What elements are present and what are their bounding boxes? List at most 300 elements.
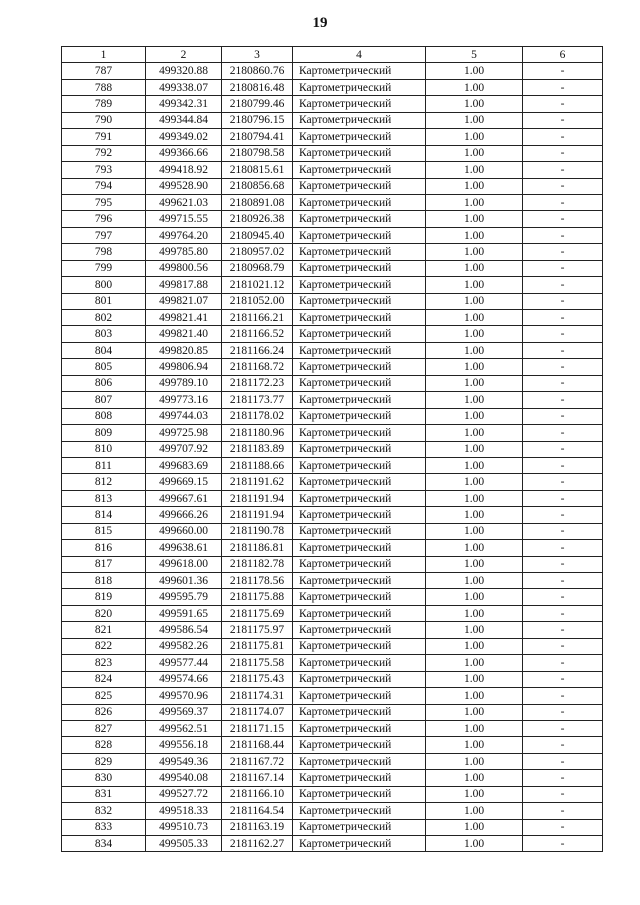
cell-accuracy: 1.00 (426, 819, 523, 835)
cell-x-coordinate: 499344.84 (146, 112, 222, 128)
cell-point-number: 816 (62, 540, 146, 556)
cell-accuracy: 1.00 (426, 507, 523, 523)
cell-method: Картометрический (293, 293, 426, 309)
cell-note: - (523, 638, 603, 654)
cell-x-coordinate: 499540.08 (146, 770, 222, 786)
table-body (62, 63, 603, 852)
cell-x-coordinate: 499800.56 (146, 260, 222, 276)
table-header-row (62, 47, 603, 63)
cell-note: - (523, 507, 603, 523)
cell-accuracy: 1.00 (426, 836, 523, 852)
cell-point-number: 808 (62, 408, 146, 424)
cell-accuracy: 1.00 (426, 326, 523, 342)
table-row (62, 786, 603, 802)
cell-y-coordinate: 2181190.78 (222, 523, 293, 539)
cell-point-number: 790 (62, 112, 146, 128)
cell-method: Картометрический (293, 112, 426, 128)
cell-note: - (523, 277, 603, 293)
cell-point-number: 814 (62, 507, 146, 523)
cell-note: - (523, 227, 603, 243)
cell-point-number: 797 (62, 227, 146, 243)
cell-note: - (523, 112, 603, 128)
cell-note: - (523, 79, 603, 95)
cell-x-coordinate: 499789.10 (146, 375, 222, 391)
cell-point-number: 810 (62, 441, 146, 457)
table-row (62, 342, 603, 358)
header-col-2: 2 (146, 47, 222, 63)
cell-note: - (523, 622, 603, 638)
cell-accuracy: 1.00 (426, 523, 523, 539)
cell-note: - (523, 655, 603, 671)
cell-point-number: 821 (62, 622, 146, 638)
cell-note: - (523, 310, 603, 326)
cell-y-coordinate: 2180798.58 (222, 145, 293, 161)
cell-method: Картометрический (293, 425, 426, 441)
cell-note: - (523, 523, 603, 539)
cell-method: Картометрический (293, 605, 426, 621)
table-row (62, 819, 603, 835)
cell-point-number: 809 (62, 425, 146, 441)
cell-point-number: 800 (62, 277, 146, 293)
cell-y-coordinate: 2181175.58 (222, 655, 293, 671)
cell-point-number: 825 (62, 688, 146, 704)
cell-x-coordinate: 499586.54 (146, 622, 222, 638)
cell-y-coordinate: 2181166.24 (222, 342, 293, 358)
cell-x-coordinate: 499591.65 (146, 605, 222, 621)
table-row (62, 688, 603, 704)
cell-note: - (523, 490, 603, 506)
cell-y-coordinate: 2180968.79 (222, 260, 293, 276)
cell-method: Картометрический (293, 622, 426, 638)
cell-accuracy: 1.00 (426, 573, 523, 589)
table-row (62, 310, 603, 326)
cell-method: Картометрический (293, 457, 426, 473)
cell-note: - (523, 211, 603, 227)
cell-point-number: 799 (62, 260, 146, 276)
cell-y-coordinate: 2181191.94 (222, 507, 293, 523)
cell-accuracy: 1.00 (426, 211, 523, 227)
cell-accuracy: 1.00 (426, 556, 523, 572)
table-row (62, 671, 603, 687)
cell-method: Картометрический (293, 803, 426, 819)
cell-note: - (523, 129, 603, 145)
cell-note: - (523, 408, 603, 424)
table-row (62, 260, 603, 276)
cell-accuracy: 1.00 (426, 704, 523, 720)
cell-method: Картометрический (293, 342, 426, 358)
cell-accuracy: 1.00 (426, 227, 523, 243)
cell-point-number: 833 (62, 819, 146, 835)
cell-point-number: 792 (62, 145, 146, 161)
cell-note: - (523, 178, 603, 194)
cell-x-coordinate: 499366.66 (146, 145, 222, 161)
cell-accuracy: 1.00 (426, 786, 523, 802)
cell-point-number: 819 (62, 589, 146, 605)
cell-point-number: 789 (62, 96, 146, 112)
cell-y-coordinate: 2181191.94 (222, 490, 293, 506)
cell-x-coordinate: 499570.96 (146, 688, 222, 704)
cell-method: Картометрический (293, 96, 426, 112)
cell-point-number: 802 (62, 310, 146, 326)
cell-point-number: 796 (62, 211, 146, 227)
cell-y-coordinate: 2181191.62 (222, 474, 293, 490)
table-row (62, 573, 603, 589)
cell-note: - (523, 96, 603, 112)
table-row (62, 622, 603, 638)
cell-y-coordinate: 2181021.12 (222, 277, 293, 293)
cell-y-coordinate: 2181183.89 (222, 441, 293, 457)
cell-y-coordinate: 2180796.15 (222, 112, 293, 128)
cell-accuracy: 1.00 (426, 589, 523, 605)
table-row (62, 293, 603, 309)
table-row (62, 211, 603, 227)
table-row (62, 277, 603, 293)
cell-accuracy: 1.00 (426, 737, 523, 753)
cell-note: - (523, 260, 603, 276)
cell-y-coordinate: 2180891.08 (222, 194, 293, 210)
cell-point-number: 793 (62, 162, 146, 178)
table-row (62, 490, 603, 506)
cell-method: Картометрический (293, 227, 426, 243)
cell-method: Картометрический (293, 573, 426, 589)
table-row (62, 178, 603, 194)
cell-note: - (523, 359, 603, 375)
cell-method: Картометрический (293, 178, 426, 194)
cell-accuracy: 1.00 (426, 96, 523, 112)
cell-method: Картометрический (293, 408, 426, 424)
cell-x-coordinate: 499528.90 (146, 178, 222, 194)
cell-method: Картометрический (293, 753, 426, 769)
table-row (62, 523, 603, 539)
table-row (62, 425, 603, 441)
cell-accuracy: 1.00 (426, 490, 523, 506)
cell-note: - (523, 688, 603, 704)
cell-accuracy: 1.00 (426, 79, 523, 95)
cell-note: - (523, 194, 603, 210)
table-row (62, 836, 603, 852)
cell-method: Картометрический (293, 326, 426, 342)
cell-point-number: 798 (62, 244, 146, 260)
cell-x-coordinate: 499505.33 (146, 836, 222, 852)
table-row (62, 112, 603, 128)
cell-y-coordinate: 2180816.48 (222, 79, 293, 95)
table-row (62, 589, 603, 605)
cell-x-coordinate: 499527.72 (146, 786, 222, 802)
cell-point-number: 829 (62, 753, 146, 769)
cell-point-number: 813 (62, 490, 146, 506)
table-row (62, 63, 603, 79)
cell-method: Картометрический (293, 589, 426, 605)
cell-y-coordinate: 2181175.97 (222, 622, 293, 638)
cell-x-coordinate: 499744.03 (146, 408, 222, 424)
cell-point-number: 791 (62, 129, 146, 145)
cell-note: - (523, 737, 603, 753)
table-row (62, 737, 603, 753)
table-row (62, 194, 603, 210)
cell-method: Картометрический (293, 540, 426, 556)
table-row (62, 408, 603, 424)
cell-note: - (523, 375, 603, 391)
cell-note: - (523, 573, 603, 589)
cell-y-coordinate: 2181167.72 (222, 753, 293, 769)
cell-note: - (523, 293, 603, 309)
cell-x-coordinate: 499667.61 (146, 490, 222, 506)
cell-accuracy: 1.00 (426, 671, 523, 687)
cell-accuracy: 1.00 (426, 688, 523, 704)
cell-y-coordinate: 2181162.27 (222, 836, 293, 852)
cell-point-number: 788 (62, 79, 146, 95)
cell-method: Картометрический (293, 359, 426, 375)
cell-accuracy: 1.00 (426, 457, 523, 473)
cell-accuracy: 1.00 (426, 194, 523, 210)
table-row (62, 474, 603, 490)
cell-note: - (523, 457, 603, 473)
cell-accuracy: 1.00 (426, 129, 523, 145)
cell-accuracy: 1.00 (426, 622, 523, 638)
cell-x-coordinate: 499320.88 (146, 63, 222, 79)
cell-x-coordinate: 499577.44 (146, 655, 222, 671)
table-row (62, 638, 603, 654)
cell-note: - (523, 786, 603, 802)
cell-note: - (523, 803, 603, 819)
cell-accuracy: 1.00 (426, 375, 523, 391)
cell-point-number: 806 (62, 375, 146, 391)
cell-method: Картометрический (293, 490, 426, 506)
cell-note: - (523, 605, 603, 621)
cell-method: Картометрический (293, 556, 426, 572)
cell-accuracy: 1.00 (426, 408, 523, 424)
cell-point-number: 822 (62, 638, 146, 654)
cell-note: - (523, 589, 603, 605)
cell-accuracy: 1.00 (426, 540, 523, 556)
cell-method: Картометрический (293, 737, 426, 753)
cell-accuracy: 1.00 (426, 720, 523, 736)
header-col-4: 4 (293, 47, 426, 63)
cell-x-coordinate: 499715.55 (146, 211, 222, 227)
cell-x-coordinate: 499785.80 (146, 244, 222, 260)
cell-y-coordinate: 2181188.66 (222, 457, 293, 473)
table-row (62, 457, 603, 473)
table-row (62, 326, 603, 342)
cell-x-coordinate: 499618.00 (146, 556, 222, 572)
cell-note: - (523, 162, 603, 178)
cell-note: - (523, 474, 603, 490)
cell-note: - (523, 540, 603, 556)
cell-method: Картометрический (293, 79, 426, 95)
cell-y-coordinate: 2181186.81 (222, 540, 293, 556)
cell-note: - (523, 556, 603, 572)
cell-x-coordinate: 499764.20 (146, 227, 222, 243)
cell-note: - (523, 145, 603, 161)
table-row (62, 556, 603, 572)
cell-x-coordinate: 499817.88 (146, 277, 222, 293)
cell-accuracy: 1.00 (426, 63, 523, 79)
cell-point-number: 834 (62, 836, 146, 852)
table-row (62, 244, 603, 260)
table-row (62, 753, 603, 769)
table-row (62, 704, 603, 720)
cell-point-number: 818 (62, 573, 146, 589)
cell-y-coordinate: 2180945.40 (222, 227, 293, 243)
cell-point-number: 807 (62, 392, 146, 408)
cell-point-number: 801 (62, 293, 146, 309)
cell-method: Картометрический (293, 375, 426, 391)
cell-x-coordinate: 499773.16 (146, 392, 222, 408)
cell-point-number: 812 (62, 474, 146, 490)
cell-note: - (523, 819, 603, 835)
cell-y-coordinate: 2181166.52 (222, 326, 293, 342)
cell-method: Картометрический (293, 194, 426, 210)
cell-x-coordinate: 499821.07 (146, 293, 222, 309)
cell-note: - (523, 63, 603, 79)
cell-note: - (523, 326, 603, 342)
cell-x-coordinate: 499821.40 (146, 326, 222, 342)
table-row (62, 655, 603, 671)
cell-method: Картометрический (293, 671, 426, 687)
cell-method: Картометрический (293, 770, 426, 786)
cell-point-number: 795 (62, 194, 146, 210)
cell-point-number: 805 (62, 359, 146, 375)
cell-y-coordinate: 2181182.78 (222, 556, 293, 572)
cell-method: Картометрический (293, 392, 426, 408)
cell-y-coordinate: 2181178.02 (222, 408, 293, 424)
cell-accuracy: 1.00 (426, 293, 523, 309)
cell-point-number: 826 (62, 704, 146, 720)
cell-method: Картометрический (293, 129, 426, 145)
coordinates-table (61, 46, 603, 852)
cell-note: - (523, 244, 603, 260)
cell-y-coordinate: 2180926.38 (222, 211, 293, 227)
cell-y-coordinate: 2181173.77 (222, 392, 293, 408)
cell-y-coordinate: 2181180.96 (222, 425, 293, 441)
table-row (62, 162, 603, 178)
cell-x-coordinate: 499660.00 (146, 523, 222, 539)
cell-method: Картометрический (293, 786, 426, 802)
cell-point-number: 811 (62, 457, 146, 473)
cell-accuracy: 1.00 (426, 178, 523, 194)
cell-accuracy: 1.00 (426, 277, 523, 293)
cell-accuracy: 1.00 (426, 770, 523, 786)
cell-method: Картометрический (293, 277, 426, 293)
cell-y-coordinate: 2181166.10 (222, 786, 293, 802)
cell-note: - (523, 836, 603, 852)
cell-y-coordinate: 2181164.54 (222, 803, 293, 819)
cell-point-number: 817 (62, 556, 146, 572)
cell-x-coordinate: 499806.94 (146, 359, 222, 375)
cell-y-coordinate: 2181168.44 (222, 737, 293, 753)
table-row (62, 540, 603, 556)
cell-x-coordinate: 499669.15 (146, 474, 222, 490)
table-row (62, 145, 603, 161)
cell-accuracy: 1.00 (426, 244, 523, 260)
table-row (62, 227, 603, 243)
cell-note: - (523, 441, 603, 457)
cell-method: Картометрический (293, 638, 426, 654)
cell-accuracy: 1.00 (426, 655, 523, 671)
cell-method: Картометрический (293, 655, 426, 671)
cell-note: - (523, 704, 603, 720)
cell-y-coordinate: 2180860.76 (222, 63, 293, 79)
header-col-3: 3 (222, 47, 293, 63)
table-row (62, 441, 603, 457)
cell-accuracy: 1.00 (426, 605, 523, 621)
cell-y-coordinate: 2181174.07 (222, 704, 293, 720)
cell-note: - (523, 770, 603, 786)
cell-y-coordinate: 2181168.72 (222, 359, 293, 375)
cell-y-coordinate: 2180856.68 (222, 178, 293, 194)
cell-method: Картометрический (293, 310, 426, 326)
cell-y-coordinate: 2181172.23 (222, 375, 293, 391)
cell-accuracy: 1.00 (426, 112, 523, 128)
cell-x-coordinate: 499556.18 (146, 737, 222, 753)
cell-accuracy: 1.00 (426, 425, 523, 441)
cell-y-coordinate: 2181174.31 (222, 688, 293, 704)
header-col-1: 1 (62, 47, 146, 63)
cell-point-number: 832 (62, 803, 146, 819)
cell-y-coordinate: 2180815.61 (222, 162, 293, 178)
cell-note: - (523, 425, 603, 441)
cell-method: Картометрический (293, 244, 426, 260)
cell-x-coordinate: 499601.36 (146, 573, 222, 589)
cell-note: - (523, 342, 603, 358)
cell-method: Картометрический (293, 720, 426, 736)
cell-x-coordinate: 499725.98 (146, 425, 222, 441)
cell-accuracy: 1.00 (426, 474, 523, 490)
cell-point-number: 815 (62, 523, 146, 539)
table-row (62, 803, 603, 819)
cell-method: Картометрический (293, 704, 426, 720)
cell-note: - (523, 392, 603, 408)
cell-x-coordinate: 499595.79 (146, 589, 222, 605)
header-col-6: 6 (523, 47, 603, 63)
cell-method: Картометрический (293, 836, 426, 852)
table-row (62, 770, 603, 786)
cell-method: Картометрический (293, 211, 426, 227)
cell-y-coordinate: 2180957.02 (222, 244, 293, 260)
cell-point-number: 794 (62, 178, 146, 194)
cell-accuracy: 1.00 (426, 441, 523, 457)
cell-note: - (523, 671, 603, 687)
cell-x-coordinate: 499549.36 (146, 753, 222, 769)
cell-x-coordinate: 499518.33 (146, 803, 222, 819)
table-row (62, 359, 603, 375)
cell-x-coordinate: 499666.26 (146, 507, 222, 523)
cell-x-coordinate: 499707.92 (146, 441, 222, 457)
cell-method: Картометрический (293, 63, 426, 79)
cell-method: Картометрический (293, 688, 426, 704)
cell-x-coordinate: 499638.61 (146, 540, 222, 556)
table-row (62, 96, 603, 112)
cell-x-coordinate: 499569.37 (146, 704, 222, 720)
cell-x-coordinate: 499349.02 (146, 129, 222, 145)
cell-point-number: 820 (62, 605, 146, 621)
cell-point-number: 828 (62, 737, 146, 753)
cell-y-coordinate: 2181163.19 (222, 819, 293, 835)
cell-accuracy: 1.00 (426, 162, 523, 178)
cell-method: Картометрический (293, 507, 426, 523)
cell-y-coordinate: 2181175.43 (222, 671, 293, 687)
cell-x-coordinate: 499562.51 (146, 720, 222, 736)
cell-y-coordinate: 2180794.41 (222, 129, 293, 145)
cell-point-number: 823 (62, 655, 146, 671)
cell-point-number: 787 (62, 63, 146, 79)
cell-y-coordinate: 2180799.46 (222, 96, 293, 112)
cell-x-coordinate: 499510.73 (146, 819, 222, 835)
cell-x-coordinate: 499820.85 (146, 342, 222, 358)
table-row (62, 720, 603, 736)
cell-y-coordinate: 2181175.88 (222, 589, 293, 605)
cell-accuracy: 1.00 (426, 753, 523, 769)
